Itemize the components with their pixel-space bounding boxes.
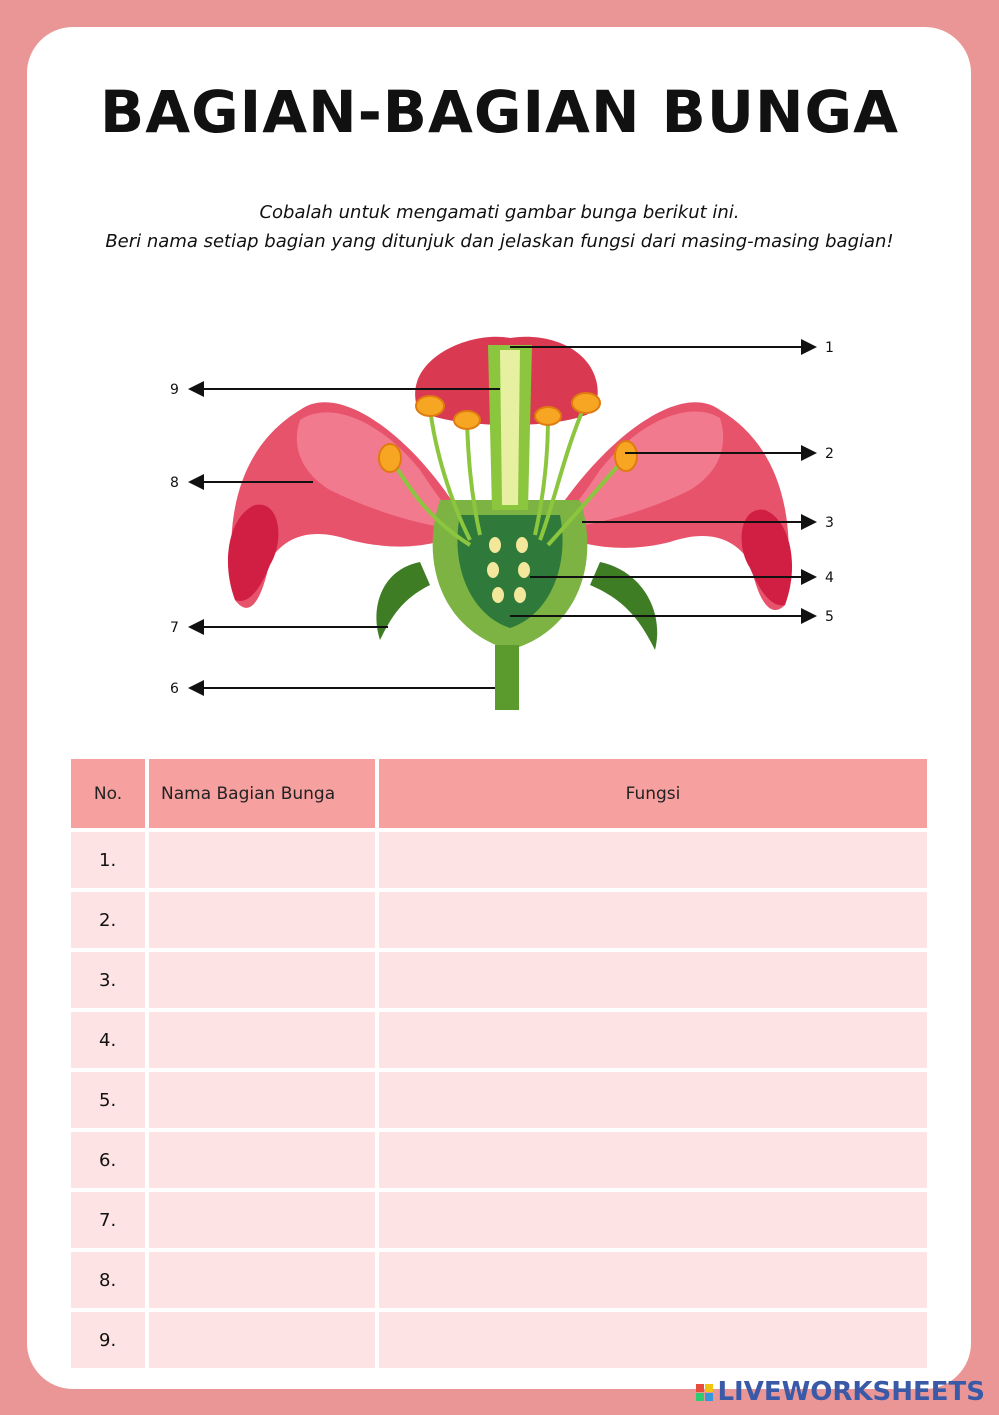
name-cell[interactable]	[149, 1312, 375, 1368]
label-8: 8	[170, 475, 179, 491]
header-name: Nama Bagian Bunga	[149, 759, 375, 828]
table-row	[71, 832, 927, 888]
logo-square-blue	[705, 1393, 713, 1401]
row-number: 8.	[71, 1252, 145, 1308]
function-cell[interactable]	[379, 1132, 927, 1188]
table-row	[71, 1192, 927, 1248]
label-2: 2	[825, 446, 834, 462]
function-cell[interactable]	[379, 1072, 927, 1128]
function-cell[interactable]	[379, 1312, 927, 1368]
function-cell[interactable]	[379, 892, 927, 948]
row-number: 5.	[71, 1072, 145, 1128]
label-7: 7	[170, 620, 179, 636]
name-cell[interactable]	[149, 1252, 375, 1308]
function-cell[interactable]	[379, 1252, 927, 1308]
table-row	[71, 1132, 927, 1188]
logo-square-red	[696, 1384, 704, 1392]
row-number: 2.	[71, 892, 145, 948]
name-cell[interactable]	[149, 1072, 375, 1128]
name-cell[interactable]	[149, 1012, 375, 1068]
header-function: Fungsi	[379, 759, 927, 828]
page-title: BAGIAN-BAGIAN BUNGA	[99, 78, 900, 146]
function-cell[interactable]	[379, 832, 927, 888]
name-cell[interactable]	[149, 1132, 375, 1188]
table-header-row	[71, 759, 927, 828]
row-number: 1.	[71, 832, 145, 888]
label-1: 1	[825, 340, 834, 356]
table-row	[71, 1012, 927, 1068]
name-cell[interactable]	[149, 892, 375, 948]
table-row	[71, 1252, 927, 1308]
logo-square-green	[696, 1393, 704, 1401]
function-cell[interactable]	[379, 1192, 927, 1248]
label-5: 5	[825, 609, 834, 625]
flower-diagram	[0, 300, 999, 720]
brand-name: LIVEWORKSHEETS	[717, 1377, 985, 1407]
label-6: 6	[170, 681, 179, 697]
row-number: 7.	[71, 1192, 145, 1248]
liveworksheets-logo[interactable]	[696, 1379, 985, 1405]
label-9: 9	[170, 382, 179, 398]
function-cell[interactable]	[379, 952, 927, 1008]
row-number: 9.	[71, 1312, 145, 1368]
table-row	[71, 1312, 927, 1368]
table-row	[71, 1072, 927, 1128]
liveworksheets-icon	[696, 1384, 713, 1401]
name-cell[interactable]	[149, 952, 375, 1008]
instruction-line-2: Beri nama setiap bagian yang ditunjuk dan jelaskan fungsi dari masing-masing bagian!	[105, 231, 894, 252]
table-row	[71, 892, 927, 948]
label-4: 4	[825, 570, 834, 586]
table-row	[71, 952, 927, 1008]
row-number: 4.	[71, 1012, 145, 1068]
logo-square-yellow	[705, 1384, 713, 1392]
header-no: No.	[71, 759, 145, 828]
instruction-line-1: Cobalah untuk mengamati gambar bunga berikut ini.	[259, 202, 740, 223]
name-cell[interactable]	[149, 832, 375, 888]
name-cell[interactable]	[149, 1192, 375, 1248]
answer-table	[67, 755, 931, 1372]
label-3: 3	[825, 515, 834, 531]
row-number: 6.	[71, 1132, 145, 1188]
row-number: 3.	[71, 952, 145, 1008]
function-cell[interactable]	[379, 1012, 927, 1068]
